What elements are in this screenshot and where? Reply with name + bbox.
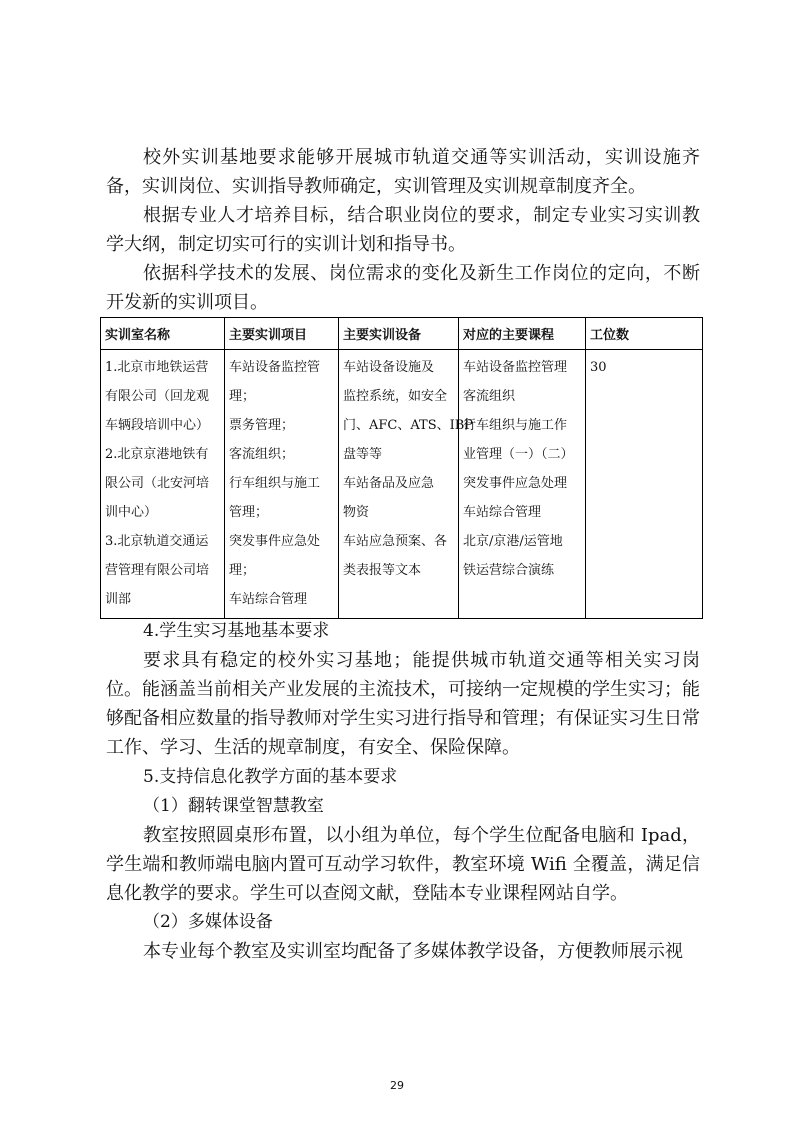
cell-equipment xyxy=(339,350,474,619)
cell-line: 车站备品及应急 xyxy=(343,476,435,491)
section-heading-internship-base: 4.学生实习基地基本要求 xyxy=(143,621,330,641)
cell-line: 北京/京港/运管地 xyxy=(463,534,563,549)
cell-line: 训中心） xyxy=(105,505,158,520)
cell-line: 突发事件应急处理 xyxy=(463,476,568,491)
cell-line: 1.北京市地铁运营 xyxy=(105,360,209,375)
cell-line: 理； xyxy=(229,389,256,404)
cell-line: 铁运营综合演练 xyxy=(463,563,555,578)
cell-stations xyxy=(586,350,703,619)
cell-room-name xyxy=(101,350,225,619)
header-courses: 对应的主要课程 xyxy=(459,318,586,350)
subsection-heading-multimedia: （2）多媒体设备 xyxy=(143,912,273,932)
cell-line: 30 xyxy=(590,360,607,375)
cell-line: 限公司（北安河培 xyxy=(105,476,210,491)
paragraph-new-projects: 依据科学技术的发展、岗位需求的变化及新生工作岗位的定向，不断开发新的实训项目。 xyxy=(106,263,700,313)
subsection-heading-smart-classroom: （1）翻转课堂智慧教室 xyxy=(143,796,324,816)
cell-line: 有限公司（回龙观 xyxy=(105,389,210,404)
table-header-row xyxy=(101,318,703,350)
cell-line: 行车组织与施工作 xyxy=(463,418,568,433)
cell-line: 2.北京京港地铁有 xyxy=(105,447,209,462)
paragraph-internship-requirements: 要求具有稳定的校外实习基地；能提供城市轨道交通等相关实习岗位。能涵盖当前相关产业发展的主流技术，可接纳一定规模的学生实习；能够配备相应数量的指导教师对学生实习进行指导和管理；有保证实习生日常工作、学习、生活的规章制度，有安全、保险保障。 xyxy=(106,650,700,758)
cell-line: 理； xyxy=(229,563,256,578)
cell-training-items xyxy=(225,350,339,619)
cell-line: 门、AFC、ATS、IBP xyxy=(343,418,474,433)
cell-line: 车辆段培训中心） xyxy=(105,418,210,433)
cell-line: 客流组织； xyxy=(229,447,295,462)
cell-line: 行车组织与施工 xyxy=(229,476,321,491)
cell-line: 监控系统，如安全 xyxy=(343,389,448,404)
cell-line: 票务管理； xyxy=(229,418,295,433)
training-room-table xyxy=(100,317,703,619)
cell-line: 车站设备设施及 xyxy=(343,360,435,375)
page-number: 29 xyxy=(390,1079,404,1092)
cell-line: 突发事件应急处 xyxy=(229,534,321,549)
cell-line: 客流组织 xyxy=(463,389,516,404)
cell-line: 管理； xyxy=(229,505,269,520)
cell-line: 营管理有限公司培 xyxy=(105,563,210,578)
cell-line: 3.北京轨道交通运 xyxy=(105,534,209,549)
header-stations: 工位数 xyxy=(586,318,703,350)
table-row xyxy=(101,350,703,619)
cell-line: 业管理（一）（二） xyxy=(463,447,574,462)
cell-line: 车站设备监控管 xyxy=(229,360,321,375)
cell-line: 类表报等文本 xyxy=(343,563,422,578)
section-heading-it-teaching: 5.支持信息化教学方面的基本要求 xyxy=(143,767,398,787)
cell-line: 训部 xyxy=(105,592,132,607)
paragraph-training-base: 校外实训基地要求能够开展城市轨道交通等实训活动，实训设施齐备，实训岗位、实训指导教师确定，实训管理及实训规章制度齐全。 xyxy=(106,147,700,197)
header-room-name: 实训室名称 xyxy=(101,318,225,350)
cell-line: 盘等等 xyxy=(343,447,383,462)
cell-line: 物资 xyxy=(343,505,370,520)
cell-line: 车站应急预案、各 xyxy=(343,534,448,549)
paragraph-smart-classroom: 教室按照圆桌形布置，以小组为单位，每个学生位配备电脑和 Ipad，学生端和教师端电脑内置可互动学习软件，教室环境 Wifi 全覆盖，满足信息化教学的要求。学生可以查阅文献，登陆本专业课程网站自学。 xyxy=(106,825,700,904)
paragraph-multimedia: 本专业每个教室及实训室均配备了多媒体教学设备，方便教师展示视 xyxy=(143,941,683,962)
cell-line: 车站设备监控管理 xyxy=(463,360,568,375)
cell-line: 车站综合管理 xyxy=(463,505,542,520)
cell-courses xyxy=(459,350,586,619)
cell-line: 车站综合管理 xyxy=(229,592,308,607)
header-training-items: 主要实训项目 xyxy=(225,318,339,350)
header-equipment: 主要实训设备 xyxy=(339,318,459,350)
paragraph-syllabus: 根据专业人才培养目标，结合职业岗位的要求，制定专业实习实训教学大纲，制定切实可行的实训计划和指导书。 xyxy=(106,205,700,255)
